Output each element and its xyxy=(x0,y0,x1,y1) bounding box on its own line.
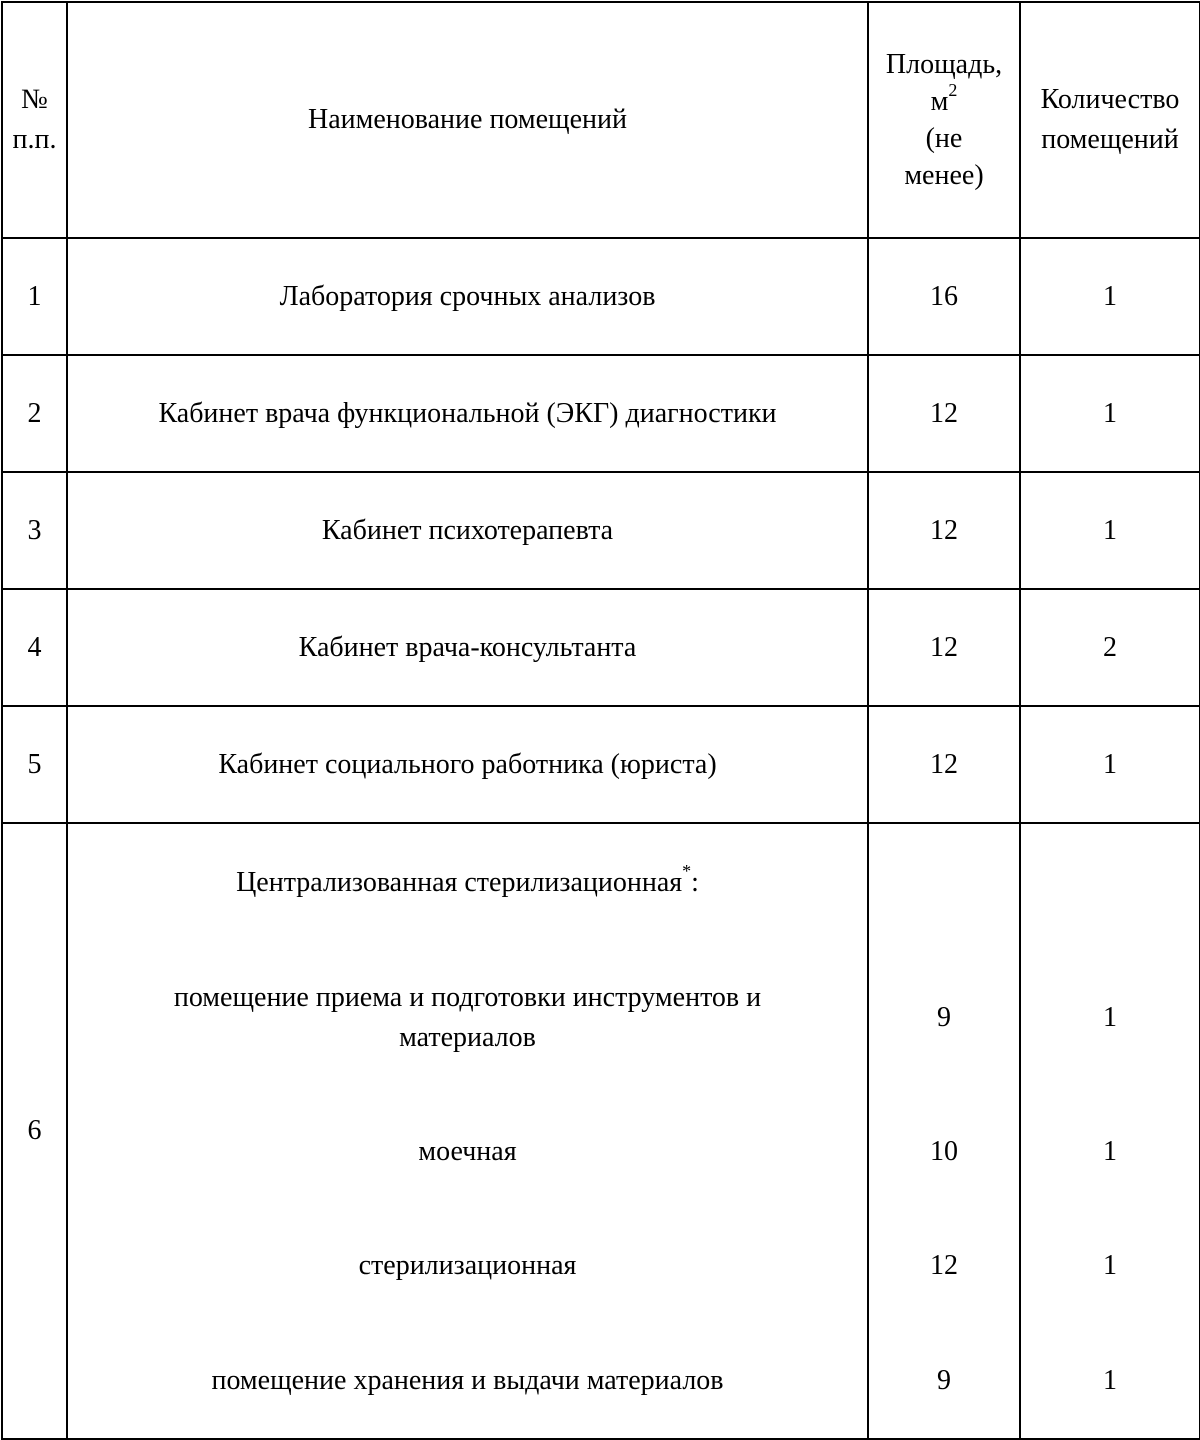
row-name: Кабинет психотерапевта xyxy=(321,514,614,546)
row-area: 12 xyxy=(930,514,958,546)
group-title xyxy=(68,848,867,918)
group-item-area: 12 xyxy=(930,1250,958,1282)
header-area-line1: Площадь, xyxy=(885,48,1003,80)
row-number: 4 xyxy=(27,631,42,663)
header-name xyxy=(68,3,867,237)
header-name-text: Наименование помещений xyxy=(308,104,627,136)
header-number xyxy=(3,3,66,237)
row-area: 16 xyxy=(930,280,958,312)
row-count: 1 xyxy=(1103,748,1117,780)
group-item-count: 1 xyxy=(1103,1250,1117,1282)
header-area-unit: м xyxy=(930,85,949,117)
row-number: 5 xyxy=(27,748,42,780)
group-title-suffix: : xyxy=(691,867,699,899)
row-name: Лаборатория срочных анализов xyxy=(279,280,656,312)
group-item-count: 1 xyxy=(1103,1136,1117,1168)
header-area-line3: (не xyxy=(925,123,963,154)
group-title-sup: * xyxy=(682,861,692,882)
group-item-name-line2: материалов xyxy=(399,1022,536,1053)
row-area: 12 xyxy=(930,397,958,429)
group-number: 6 xyxy=(27,1115,42,1147)
rooms-table xyxy=(1,1,1200,1440)
group-item-name xyxy=(68,973,867,1063)
group-item-name: помещение хранения и выдачи материалов xyxy=(211,1365,724,1397)
group-item-area: 9 xyxy=(937,1365,951,1397)
header-area-line4: менее) xyxy=(904,160,984,192)
row-count: 1 xyxy=(1103,514,1117,546)
row-name: Кабинет врача функциональной (ЭКГ) диагностики xyxy=(158,397,777,429)
row-number: 1 xyxy=(27,280,42,312)
row-count: 2 xyxy=(1103,631,1117,663)
header-number-line2: п.п. xyxy=(12,124,57,155)
row-count: 1 xyxy=(1103,397,1117,429)
group-item-name: моечная xyxy=(418,1136,517,1168)
row-count: 1 xyxy=(1103,280,1117,312)
row-divider xyxy=(3,822,1199,824)
header-count-line2: помещений xyxy=(1041,124,1179,155)
row-number: 3 xyxy=(27,514,42,546)
group-item-name-line1: помещение приема и подготовки инструментов и xyxy=(173,982,762,1014)
row-area: 12 xyxy=(930,631,958,663)
group-item-area: 10 xyxy=(930,1136,958,1168)
header-count xyxy=(1021,3,1199,237)
row-name: Кабинет социального работника (юриста) xyxy=(218,748,717,780)
group-item-count: 1 xyxy=(1103,1365,1117,1397)
header-number-line1: № xyxy=(21,84,48,116)
row-area: 12 xyxy=(930,748,958,780)
header-area xyxy=(869,3,1019,237)
group-item-count: 1 xyxy=(1103,1002,1117,1034)
group-title-text: Централизованная стерилизационная xyxy=(236,867,683,899)
header-count-line1: Количество xyxy=(1040,84,1180,116)
row-number: 2 xyxy=(27,397,42,429)
group-item-name: стерилизационная xyxy=(358,1250,577,1282)
header-area-line2 xyxy=(886,79,1002,120)
group-item-area: 9 xyxy=(937,1002,951,1034)
header-area-sup: 2 xyxy=(948,79,958,100)
row-name: Кабинет врача-консультанта xyxy=(298,631,637,663)
